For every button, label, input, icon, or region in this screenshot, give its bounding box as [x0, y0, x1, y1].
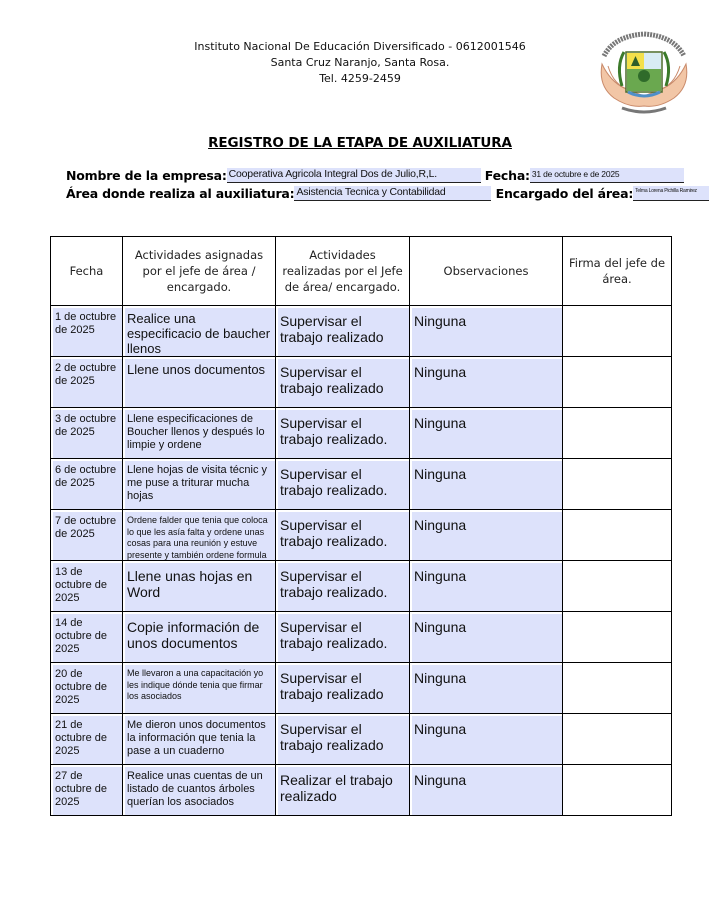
- date-label: Fecha:: [484, 168, 530, 183]
- completed-activity-cell: [276, 612, 410, 663]
- observations-cell-text[interactable]: Ninguna: [412, 512, 562, 560]
- completed-activity-cell-text[interactable]: Supervisar el trabajo realizado.: [278, 410, 409, 458]
- header-observaciones: Observaciones: [410, 237, 563, 306]
- assigned-activity-cell-text[interactable]: Llene hojas de visita técnic y me puse a triturar mucha hojas: [125, 461, 275, 509]
- observations-cell: [410, 663, 563, 714]
- date-cell-text[interactable]: 7 de octubre de 2025: [53, 512, 122, 560]
- observations-cell-text[interactable]: Ninguna: [412, 614, 562, 662]
- table-row: [51, 306, 672, 357]
- completed-activity-cell: [276, 765, 410, 816]
- area-row: [66, 186, 709, 201]
- header-asignadas: Actividades asignadas por el jefe de área / encargado.: [123, 237, 276, 306]
- company-field[interactable]: Cooperativa Agricola Integral Dos de Julio,R,L.: [227, 168, 481, 183]
- institution-address: Santa Cruz Naranjo, Santa Rosa.: [270, 56, 450, 69]
- table-row: [51, 612, 672, 663]
- completed-activity-cell: [276, 714, 410, 765]
- completed-activity-cell-text[interactable]: Supervisar el trabajo realizado.: [278, 512, 409, 560]
- assigned-activity-cell: [123, 561, 276, 612]
- observations-cell-text[interactable]: Ninguna: [412, 716, 562, 764]
- observations-cell: [410, 510, 563, 561]
- signature-cell[interactable]: [563, 561, 672, 612]
- institution-header: [180, 39, 540, 87]
- assigned-activity-cell: [123, 459, 276, 510]
- signature-cell[interactable]: [563, 459, 672, 510]
- completed-activity-cell: [276, 459, 410, 510]
- assigned-activity-cell-text[interactable]: Me dieron unos documentos la información que tenia la pase a un cuaderno: [125, 716, 275, 764]
- observations-cell: [410, 714, 563, 765]
- date-field[interactable]: 31 de octubre e de 2025: [530, 168, 684, 183]
- date-cell-text[interactable]: 27 de octubre de 2025: [53, 767, 122, 815]
- observations-cell: [410, 765, 563, 816]
- assigned-activity-cell-text[interactable]: Llene especificaciones de Boucher llenos y después lo limpie y ordene: [125, 410, 275, 458]
- date-cell-text[interactable]: 20 de octubre de 2025: [53, 665, 122, 713]
- completed-activity-cell-text[interactable]: Supervisar el trabajo realizado: [278, 359, 409, 407]
- assigned-activity-cell: [123, 714, 276, 765]
- observations-cell-text[interactable]: Ninguna: [412, 563, 562, 611]
- supervisor-field[interactable]: Telma Lorena Pichilla Ramirez: [633, 186, 709, 201]
- date-cell-text[interactable]: 3 de octubre de 2025: [53, 410, 122, 458]
- completed-activity-cell-text[interactable]: Supervisar el trabajo realizado.: [278, 563, 409, 611]
- completed-activity-cell-text[interactable]: Supervisar el trabajo realizado.: [278, 461, 409, 509]
- date-cell: [51, 612, 123, 663]
- completed-activity-cell: [276, 663, 410, 714]
- table-row: [51, 561, 672, 612]
- date-cell: [51, 765, 123, 816]
- completed-activity-cell-text[interactable]: Supervisar el trabajo realizado: [278, 308, 409, 356]
- observations-cell-text[interactable]: Ninguna: [412, 461, 562, 509]
- assigned-activity-cell-text[interactable]: Llene unas hojas en Word: [125, 563, 275, 611]
- date-cell: [51, 306, 123, 357]
- area-field[interactable]: Asistencia Tecnica y Contabilidad: [294, 186, 491, 201]
- company-row: [66, 168, 684, 183]
- completed-activity-cell: [276, 561, 410, 612]
- signature-cell[interactable]: [563, 408, 672, 459]
- assigned-activity-cell-text[interactable]: Realice una especificacio de baucher llenos: [125, 308, 275, 356]
- observations-cell-text[interactable]: Ninguna: [412, 665, 562, 713]
- observations-cell: [410, 561, 563, 612]
- activity-log-table: [50, 236, 672, 816]
- company-label: Nombre de la empresa:: [66, 168, 227, 183]
- observations-cell-text[interactable]: Ninguna: [412, 308, 562, 356]
- completed-activity-cell-text[interactable]: Supervisar el trabajo realizado: [278, 665, 409, 713]
- assigned-activity-cell: [123, 612, 276, 663]
- table-row: [51, 663, 672, 714]
- observations-cell: [410, 612, 563, 663]
- date-cell: [51, 561, 123, 612]
- table-row: [51, 510, 672, 561]
- assigned-activity-cell: [123, 408, 276, 459]
- date-cell: [51, 714, 123, 765]
- assigned-activity-cell-text[interactable]: Llene unos documentos: [125, 359, 275, 407]
- date-cell-text[interactable]: 2 de octubre de 2025: [53, 359, 122, 407]
- signature-cell[interactable]: [563, 510, 672, 561]
- table-row: [51, 357, 672, 408]
- school-crest-icon: [594, 26, 694, 118]
- signature-cell[interactable]: [563, 714, 672, 765]
- table-header-row: [51, 237, 672, 306]
- completed-activity-cell: [276, 510, 410, 561]
- header-firma: Firma del jefe de área.: [563, 237, 672, 306]
- date-cell: [51, 459, 123, 510]
- signature-cell[interactable]: [563, 663, 672, 714]
- completed-activity-cell-text[interactable]: Supervisar el trabajo realizado: [278, 716, 409, 764]
- observations-cell-text[interactable]: Ninguna: [412, 359, 562, 407]
- table-row: [51, 765, 672, 816]
- assigned-activity-cell-text[interactable]: Me llevaron a una capacitación yo les indique dónde tenia que firmar los asociados: [125, 665, 275, 713]
- table-row: [51, 459, 672, 510]
- completed-activity-cell-text[interactable]: Supervisar el trabajo realizado.: [278, 614, 409, 662]
- assigned-activity-cell-text[interactable]: Copie información de unos documentos: [125, 614, 275, 662]
- observations-cell-text[interactable]: Ninguna: [412, 410, 562, 458]
- observations-cell: [410, 408, 563, 459]
- assigned-activity-cell-text[interactable]: Realice unas cuentas de un listado de cuantos árboles querían los asociados: [125, 767, 275, 815]
- assigned-activity-cell: [123, 510, 276, 561]
- signature-cell[interactable]: [563, 306, 672, 357]
- date-cell-text[interactable]: 14 de octubre de 2025: [53, 614, 122, 662]
- supervisor-label: Encargado del área:: [495, 186, 634, 201]
- observations-cell-text[interactable]: Ninguna: [412, 767, 562, 815]
- assigned-activity-cell: [123, 765, 276, 816]
- page-title: REGISTRO DE LA ETAPA DE AUXILIATURA: [208, 135, 512, 151]
- signature-cell[interactable]: [563, 357, 672, 408]
- assigned-activity-cell: [123, 306, 276, 357]
- date-cell-text[interactable]: 21 de octubre de 2025: [53, 716, 122, 764]
- header-fecha: Fecha: [51, 237, 123, 306]
- observations-cell: [410, 306, 563, 357]
- completed-activity-cell-text[interactable]: Realizar el trabajo realizado: [278, 767, 409, 815]
- institution-name: Instituto Nacional De Educación Diversificado - 0612001546: [194, 40, 526, 53]
- signature-cell[interactable]: [563, 765, 672, 816]
- observations-cell: [410, 459, 563, 510]
- assigned-activity-cell: [123, 357, 276, 408]
- date-cell-text[interactable]: 13 de octubre de 2025: [53, 563, 122, 611]
- completed-activity-cell: [276, 306, 410, 357]
- date-cell-text[interactable]: 1 de octubre de 2025: [53, 308, 122, 356]
- date-cell: [51, 510, 123, 561]
- completed-activity-cell: [276, 408, 410, 459]
- date-cell: [51, 663, 123, 714]
- signature-cell[interactable]: [563, 612, 672, 663]
- assigned-activity-cell-text[interactable]: Ordene falder que tenia que coloca lo que les asía falta y ordene unas cosas para una reunión y estuve presente y también ordene formula: [125, 512, 275, 560]
- assigned-activity-cell: [123, 663, 276, 714]
- completed-activity-cell: [276, 357, 410, 408]
- date-cell-text[interactable]: 6 de octubre de 2025: [53, 461, 122, 509]
- table-row: [51, 714, 672, 765]
- table-row: [51, 408, 672, 459]
- observations-cell: [410, 357, 563, 408]
- institution-phone: Tel. 4259-2459: [319, 72, 401, 85]
- header-realizadas: Actividades realizadas por el Jefe de área/ encargado.: [276, 237, 410, 306]
- area-label: Área donde realiza al auxiliatura:: [66, 186, 295, 201]
- date-cell: [51, 357, 123, 408]
- date-cell: [51, 408, 123, 459]
